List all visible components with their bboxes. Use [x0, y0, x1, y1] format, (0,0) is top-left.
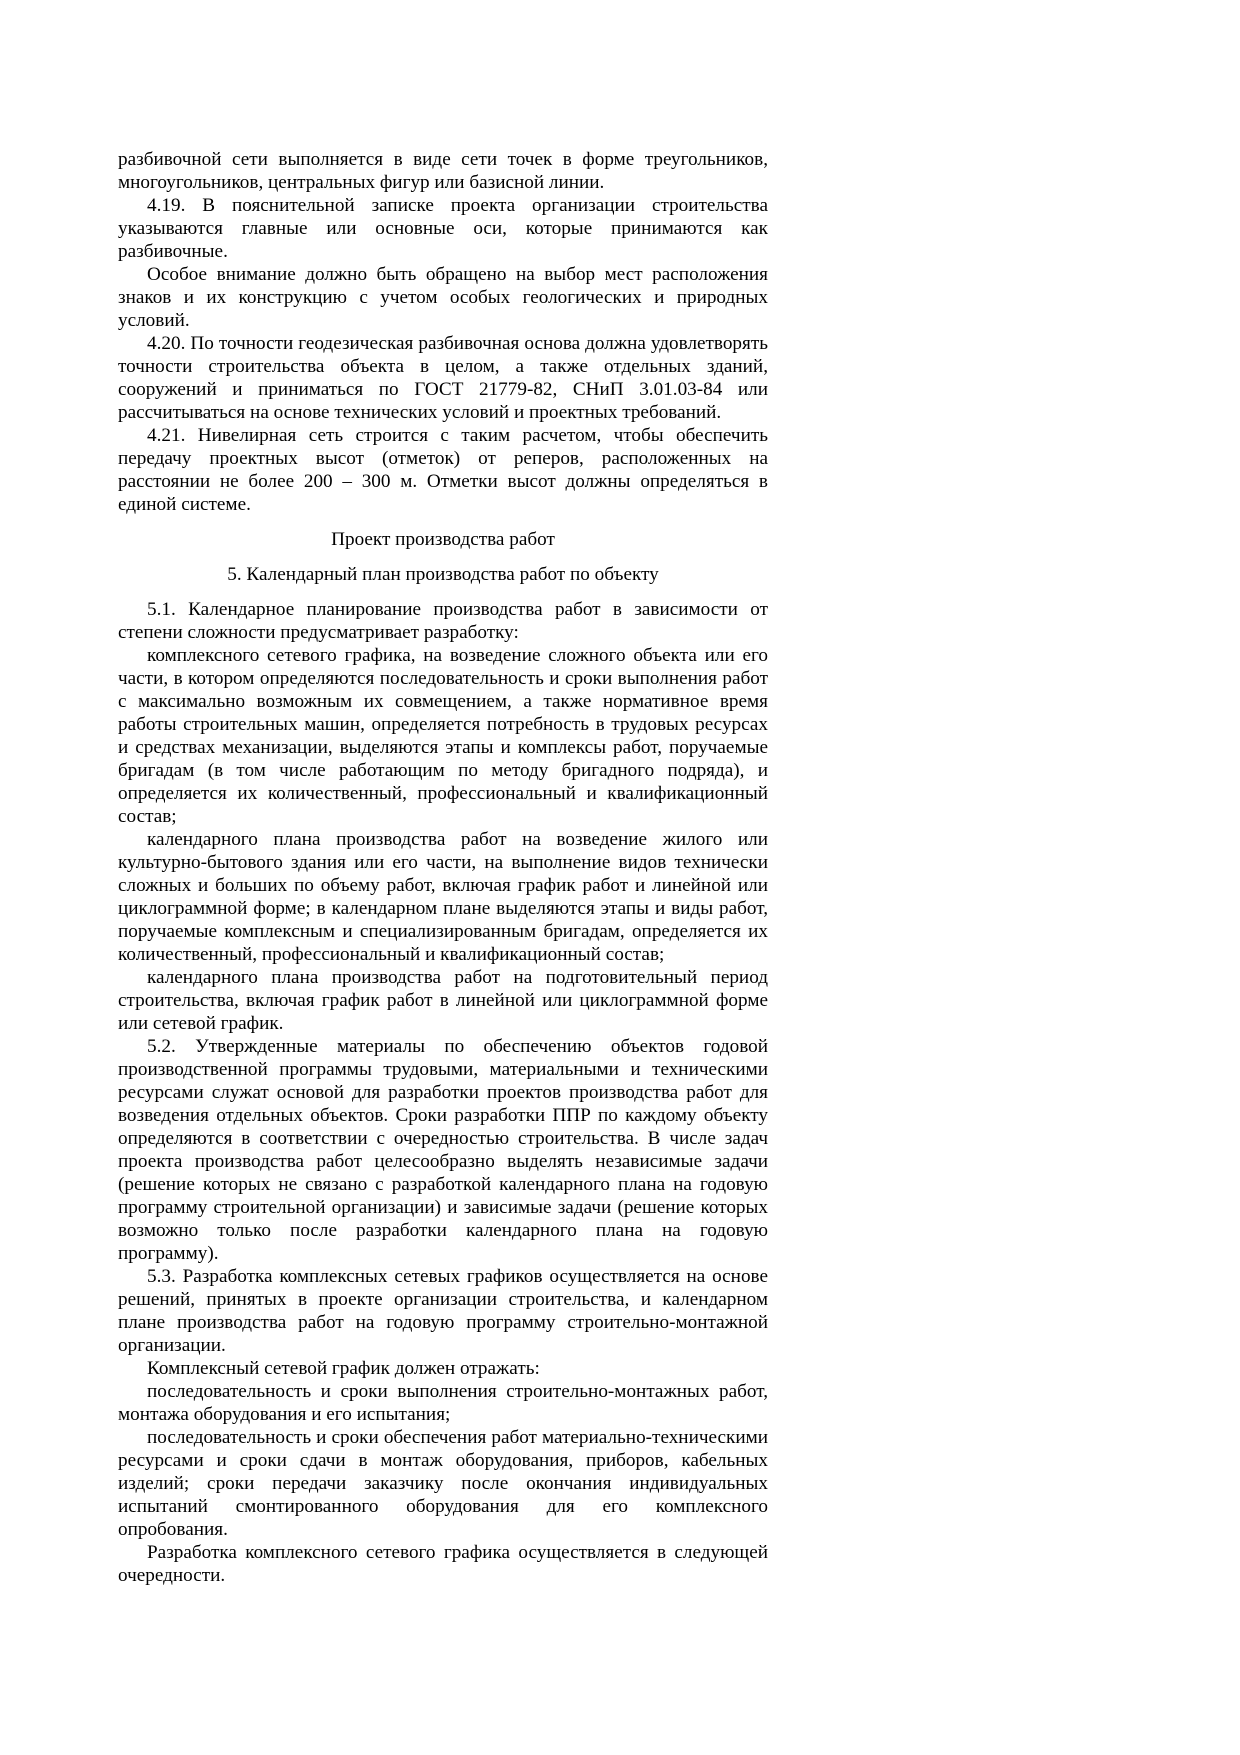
paragraph-4-21: 4.21. Нивелирная сеть строится с таким расчетом, чтобы обеспечить передачу проектных высот (отметок) от реперов, расположенных на расстоянии не более 200 – 300 м. Отметки высот должны определяться в единой системе. — [118, 425, 768, 515]
document-page — [118, 148, 768, 1587]
paragraph-calendar-plan-preparatory: календарного плана производства работ на подготовительный период строительства, включая график работ в линейной или циклограммной форме или сетевой график. — [118, 967, 768, 1034]
paragraph-sequence-resources: последовательность и сроки обеспечения работ материально-техническими ресурсами и сроки сдачи в монтаж оборудования, приборов, кабельных изделий; сроки передачи заказчику после окончания индивидуальных испытаний смонтированного оборудования для его комплексного опробования. — [118, 1427, 768, 1540]
paragraph-complex-network-schedule: комплексного сетевого графика, на возведение сложного объекта или его части, в котором определяются последовательность и сроки выполнения работ с максимально возможным их совмещением, а также нормативное время работы строительных машин, определяется потребность в трудовых ресурсах и средствах механизации, выделяются этапы и комплексы работ, поручаемые бригадам (в том числе работающим по методу бригадного подряда), и определяется их количественный, профессиональный и квалификационный состав; — [118, 645, 768, 827]
paragraph-calendar-plan-building: календарного плана производства работ на возведение жилого или культурно-бытового здания или его части, на выполнение видов технически сложных и больших по объему работ, включая график работ и линейной или циклограммной форме; в календарном плане выделяются этапы и виды работ, поручаемые комплексным и специализированным бригадам, определяется их количественный, профессиональный и квалификационный состав; — [118, 829, 768, 965]
paragraph-special-attention: Особое внимание должно быть обращено на выбор мест расположения знаков и их конструкцию с учетом особых геологических и природных условий. — [118, 264, 768, 331]
paragraph-4-19: 4.19. В пояснительной записке проекта организации строительства указываются главные или основные оси, которые принимаются как разбивочные. — [118, 195, 768, 262]
paragraph-5-3: 5.3. Разработка комплексных сетевых графиков осуществляется на основе решений, принятых в проекте организации строительства, и календарном плане производства работ на годовую программу строительно-монтажной организации. — [118, 1266, 768, 1356]
paragraph-sequence-installation: последовательность и сроки выполнения строительно-монтажных работ, монтажа оборудования и его испытания; — [118, 1381, 768, 1425]
paragraph-5-1: 5.1. Календарное планирование производства работ в зависимости от степени сложности предусматривает разработку: — [118, 599, 768, 643]
paragraph-4-20: 4.20. По точности геодезическая разбивочная основа должна удовлетворять точности строительства объекта в целом, а также отдельных зданий, сооружений и приниматься по ГОСТ 21779-82, СНиП 3.01.03-84 или рассчитываться на основе технических условий и проектных требований. — [118, 333, 768, 423]
paragraph-development-order: Разработка комплексного сетевого графика осуществляется в следующей очередности. — [118, 1542, 768, 1586]
paragraph-schedule-must-reflect: Комплексный сетевой график должен отражать: — [147, 1358, 540, 1379]
paragraph-continuation: разбивочной сети выполняется в виде сети точек в форме треугольников, многоугольников, центральных фигур или базисной линии. — [118, 149, 768, 193]
paragraph-5-2: 5.2. Утвержденные материалы по обеспечению объектов годовой производственной программы трудовыми, материальными и техническими ресурсами служат основой для разработки проектов производства работ для возведения отдельных объектов. Сроки разработки ППР по каждому объекту определяются в соответствии с очередностью строительства. В числе задач проекта производства работ целесообразно выделять независимые задачи (решение которых не связано с разработкой календарного плана на годовую программу строительной организации) и зависимые задачи (решение которых возможно только после разработки календарного плана на годовую программу). — [118, 1036, 768, 1264]
section-title: Проект производства работ — [331, 529, 555, 550]
subsection-title: 5. Календарный план производства работ по объекту — [227, 564, 659, 585]
